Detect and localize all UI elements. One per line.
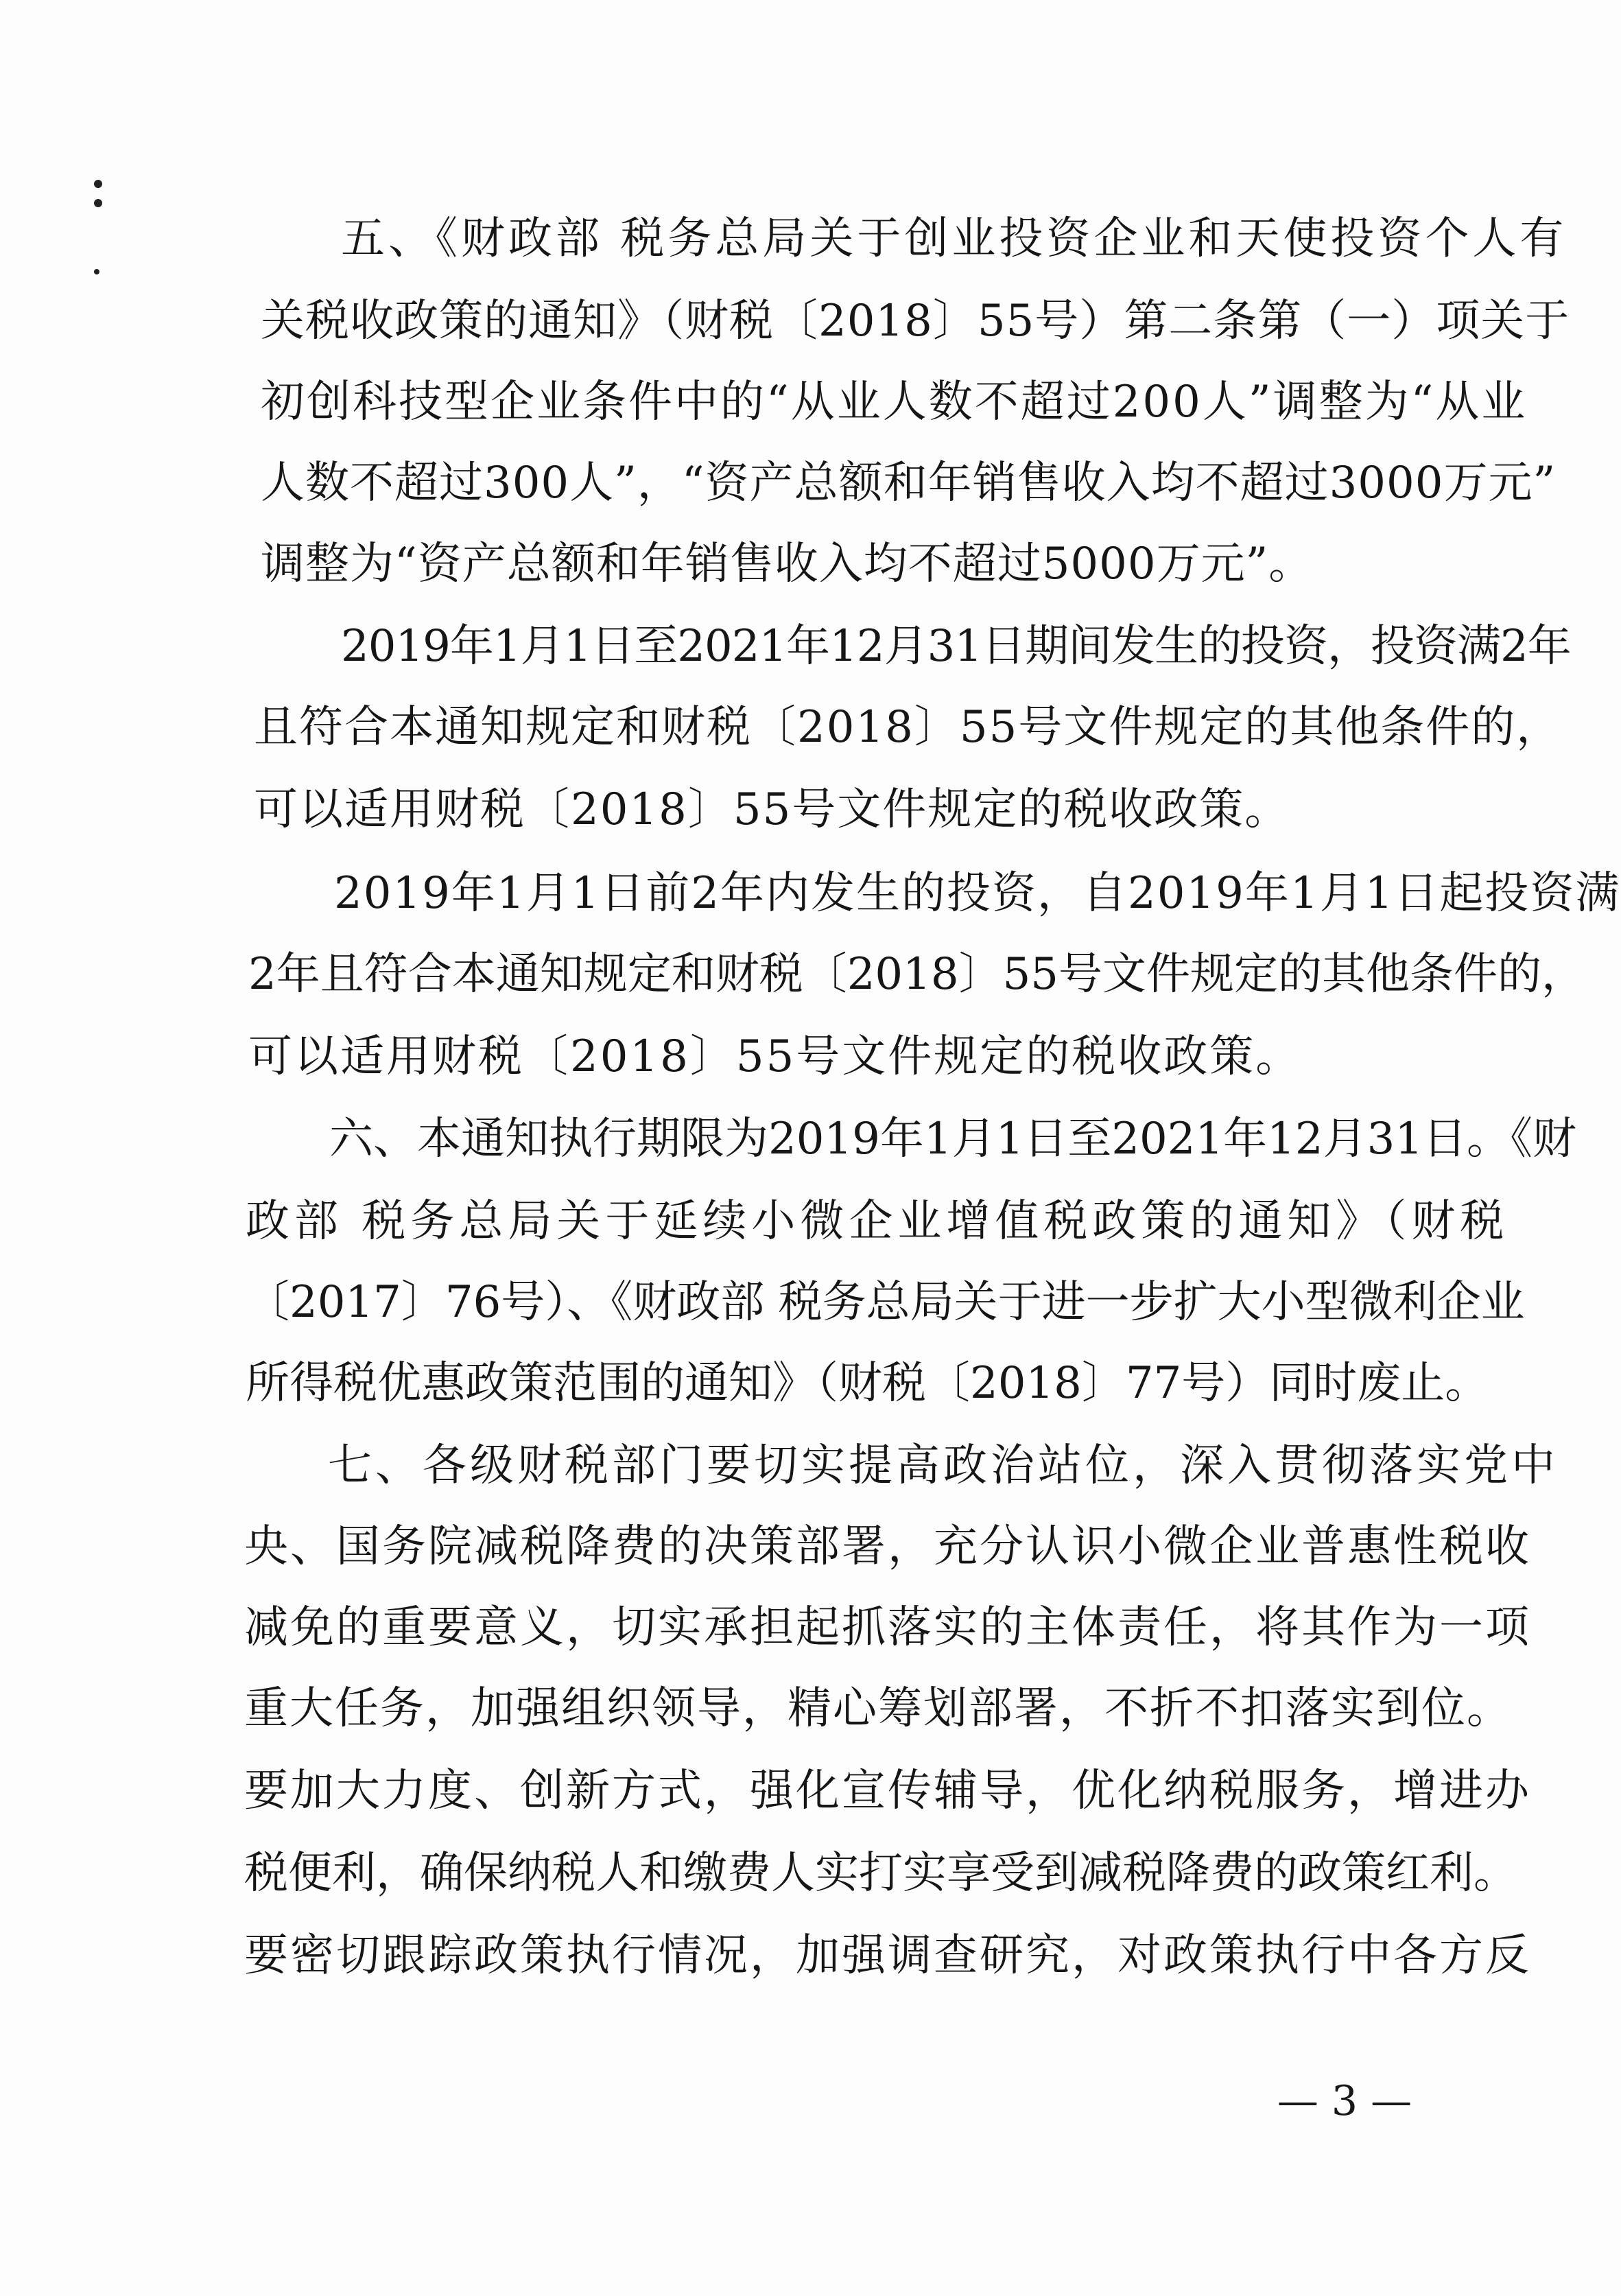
paragraph-7-line-5: 要加大力度、创新方式，强化宣传辅导，优化纳税服务，增进办 xyxy=(244,1766,1531,1816)
paragraph-7-line-2: 央、国务院减税降费的决策部署，充分认识小微企业普惠性税收 xyxy=(244,1521,1531,1572)
paragraph-5-line-3: 初创科技型企业条件中的“从业人数不超过200人”调整为“从业 xyxy=(261,377,1528,427)
paragraph-7-line-1: 七、各级财税部门要切实提高政治站位，深入贯彻落实党中 xyxy=(328,1440,1559,1491)
paragraph-5b-line-3: 可以适用财税〔2018〕55号文件规定的税收政策。 xyxy=(254,784,1290,835)
paragraph-7-line-6: 税便利，确保纳税人和缴费人实打实享受到减税降费的政策红利。 xyxy=(244,1848,1517,1899)
paragraph-5b-line-2: 且符合本通知规定和财税〔2018〕55号文件规定的其他条件的， xyxy=(254,702,1562,753)
paragraph-6-line-2: 政部 税务总局关于延续小微企业增值税政策的通知》（财税 xyxy=(246,1196,1509,1247)
binder-hole-mark-bottom xyxy=(94,269,99,274)
paragraph-5b-line-1: 2019年1月1日至2021年12月31日期间发生的投资，投资满2年 xyxy=(341,621,1571,672)
binder-hole-mark-middle xyxy=(94,199,102,207)
paragraph-5-line-4: 人数不超过300人”，“资产总额和年销售收入均不超过3000万元” xyxy=(261,458,1557,508)
paragraph-7-line-7: 要密切跟踪政策执行情况，加强调查研究，对政策执行中各方反 xyxy=(244,1930,1531,1981)
paragraph-6-line-3: 〔2017〕76号）、《财政部 税务总局关于进一步扩大小型微利企业 xyxy=(246,1277,1525,1328)
paragraph-5-line-2: 关税收政策的通知》（财税〔2018〕55号）第二条第（一）项关于 xyxy=(261,296,1570,347)
page-number: — 3 — xyxy=(1277,2077,1412,2125)
paragraph-7-line-4: 重大任务，加强组织领导，精心筹划部署，不折不扣落实到位。 xyxy=(244,1683,1512,1734)
paragraph-5c-line-1: 2019年1月1日前2年内发生的投资，自2019年1月1日起投资满 xyxy=(334,868,1621,919)
paragraph-5-line-1: 五、《财政部 税务总局关于创业投资企业和天使投资个人有 xyxy=(341,213,1567,264)
paragraph-5c-line-2: 2年且符合本通知规定和财税〔2018〕55号文件规定的其他条件的， xyxy=(248,949,1586,1000)
paragraph-6-line-4: 所得税优惠政策范围的通知》（财税〔2018〕77号）同时废止。 xyxy=(246,1358,1489,1409)
paragraph-6-line-1: 六、本通知执行期限为2019年1月1日至2021年12月31日。《财 xyxy=(329,1114,1577,1164)
binder-hole-mark-top xyxy=(94,180,102,188)
paragraph-5c-line-3: 可以适用财税〔2018〕55号文件规定的税收政策。 xyxy=(248,1031,1302,1082)
paragraph-7-line-3: 减免的重要意义，切实承担起抓落实的主体责任，将其作为一项 xyxy=(244,1602,1531,1653)
paragraph-5-line-5: 调整为“资产总额和年销售收入均不超过5000万元”。 xyxy=(261,539,1314,589)
